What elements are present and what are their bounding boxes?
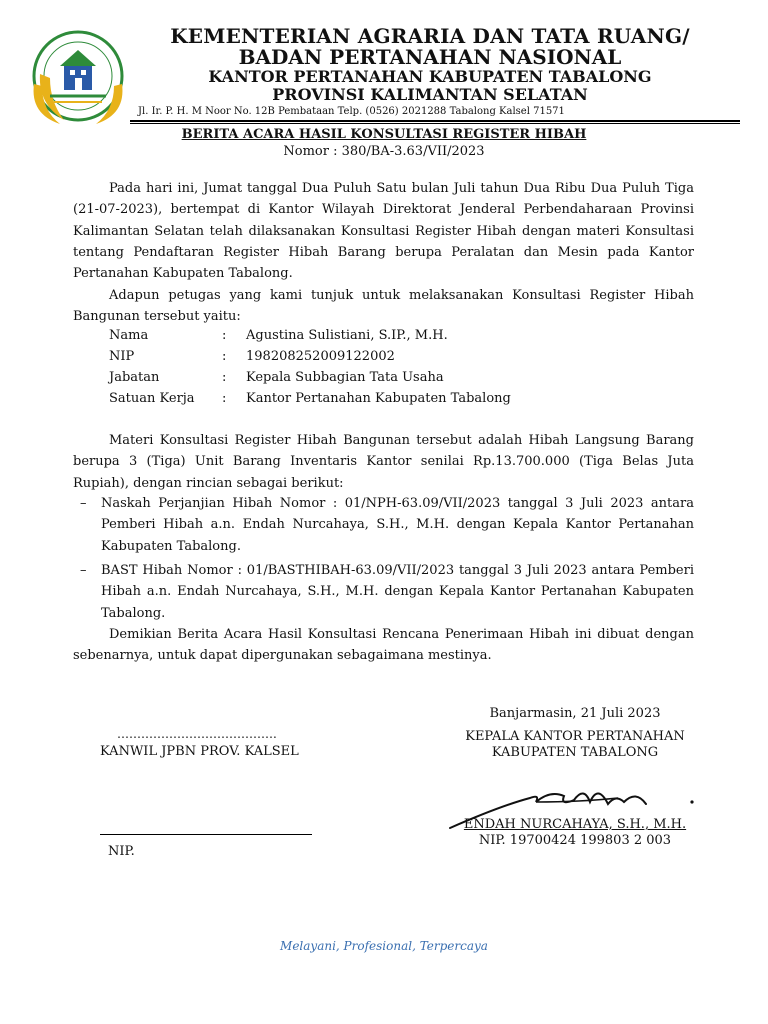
officer-name-value: Agustina Sulistiani, S.IP., M.H. [246,328,448,343]
list-item [80,560,694,624]
officer-position-sep: : [222,370,227,385]
officer-unit-sep: : [222,391,227,406]
officer-intro-paragraph: Adapun petugas yang kami tunjuk untuk melaksanakan Konsultasi Register Hibah Bangunan tersebut yaitu: [73,288,694,325]
document-title: BERITA ACARA HASIL KONSULTASI REGISTER HIBAH [181,127,587,142]
header-rule-thin [130,123,740,124]
bullet-text: BAST Hibah Nomor : 01/BASTHIBAH-63.09/VII/2023 tanggal 3 Juli 2023 antara Pemberi Hibah a.n. Endah Nurcahaya, S.H., M.H. dengan Kepala Kantor Pertanahan Kabupaten Tabalong. [101,563,694,621]
left-signature-dots: …………………………………. [117,727,277,741]
officer-position-value: Kepala Subbagian Tata Usaha [246,370,444,385]
right-signatory-title-2: KABUPATEN TABALONG [491,745,659,760]
bullet-dash: – [80,563,87,578]
officer-unit-key: Satuan Kerja [109,391,195,406]
place-date: Banjarmasin, 21 Juli 2023 [489,706,661,721]
officer-unit-value: Kantor Pertanahan Kabupaten Tabalong [246,391,511,406]
right-signatory-name: ENDAH NURCAHAYA, S.H., M.H. [463,817,687,832]
office-title: KANTOR PERTANAHAN KABUPATEN TABALONG [208,67,652,86]
officer-name-sep: : [222,328,227,343]
bullet-text: Naskah Perjanjian Hibah Nomor : 01/NPH-63.09/VII/2023 tanggal 3 Juli 2023 antara Pemberi Hibah a.n. Endah Nurcahaya, S.H., M.H. dengan Kepala Kantor Pertanahan Kabupaten Tabalong. [101,496,694,554]
officer-name-key: Nama [109,328,149,343]
officer-nip-sep: : [222,349,227,364]
officer-nip-key: NIP [109,349,135,364]
right-signatory-title-1: KEPALA KANTOR PERTANAHAN [465,729,685,744]
left-signatory-nip: NIP. [108,844,135,859]
grant-materials-paragraph: Materi Konsultasi Register Hibah Bangunan tersebut adalah Hibah Langsung Barang berupa 3 (Tiga) Unit Barang Inventaris Kantor senilai Rp.13.700.000 (Tiga Belas Juta Rupiah), dengan rincian sebagai berikut: [73,433,694,491]
bullet-dash: – [80,496,87,511]
agency-title: BADAN PERTANAHAN NASIONAL [238,45,622,69]
list-item [80,493,694,557]
footer-motto: Melayani, Profesional, Terpercaya [280,939,488,953]
closing-paragraph: Demikian Berita Acara Hasil Konsultasi Rencana Penerimaan Hibah ini dibuat dengan sebenarnya, untuk dapat dipergunakan sebagaimana mestinya. [73,627,694,664]
office-address: Jl. Ir. P. H. M Noor No. 12B Pembataan Telp. (0526) 2021288 Tabalong Kalsel 71571 [138,106,565,117]
document-number: Nomor : 380/BA-3.63/VII/2023 [283,144,485,159]
officer-position-key: Jabatan [109,370,160,385]
left-signature-line [100,834,312,835]
left-signatory-org: KANWIL JPBN PROV. KALSEL [100,744,299,759]
right-signatory-nip: NIP. 19700424 199803 2 003 [478,833,672,848]
opening-paragraph: Pada hari ini, Jumat tanggal Dua Puluh Satu bulan Juli tahun Dua Ribu Dua Puluh Tiga (21-07-2023), bertempat di Kantor Wilayah Direktorat Jenderal Perbendaharaan Provinsi Kalimantan Selatan telah dilaksanakan Konsultasi Register Hibah dengan materi Konsultasi tentang Pendaftaran Register Hibah Barang berupa Peralatan dan Mesin pada Kantor Pertanahan Kabupaten Tabalong. [73,181,694,282]
officer-nip-value: 198208252009122002 [246,349,395,364]
bpn-logo [20,24,130,134]
province-title: PROVINSI KALIMANTAN SELATAN [272,85,588,104]
ministry-title: KEMENTERIAN AGRARIA DAN TATA RUANG/ [170,24,690,48]
header-rule-thick [130,120,740,122]
